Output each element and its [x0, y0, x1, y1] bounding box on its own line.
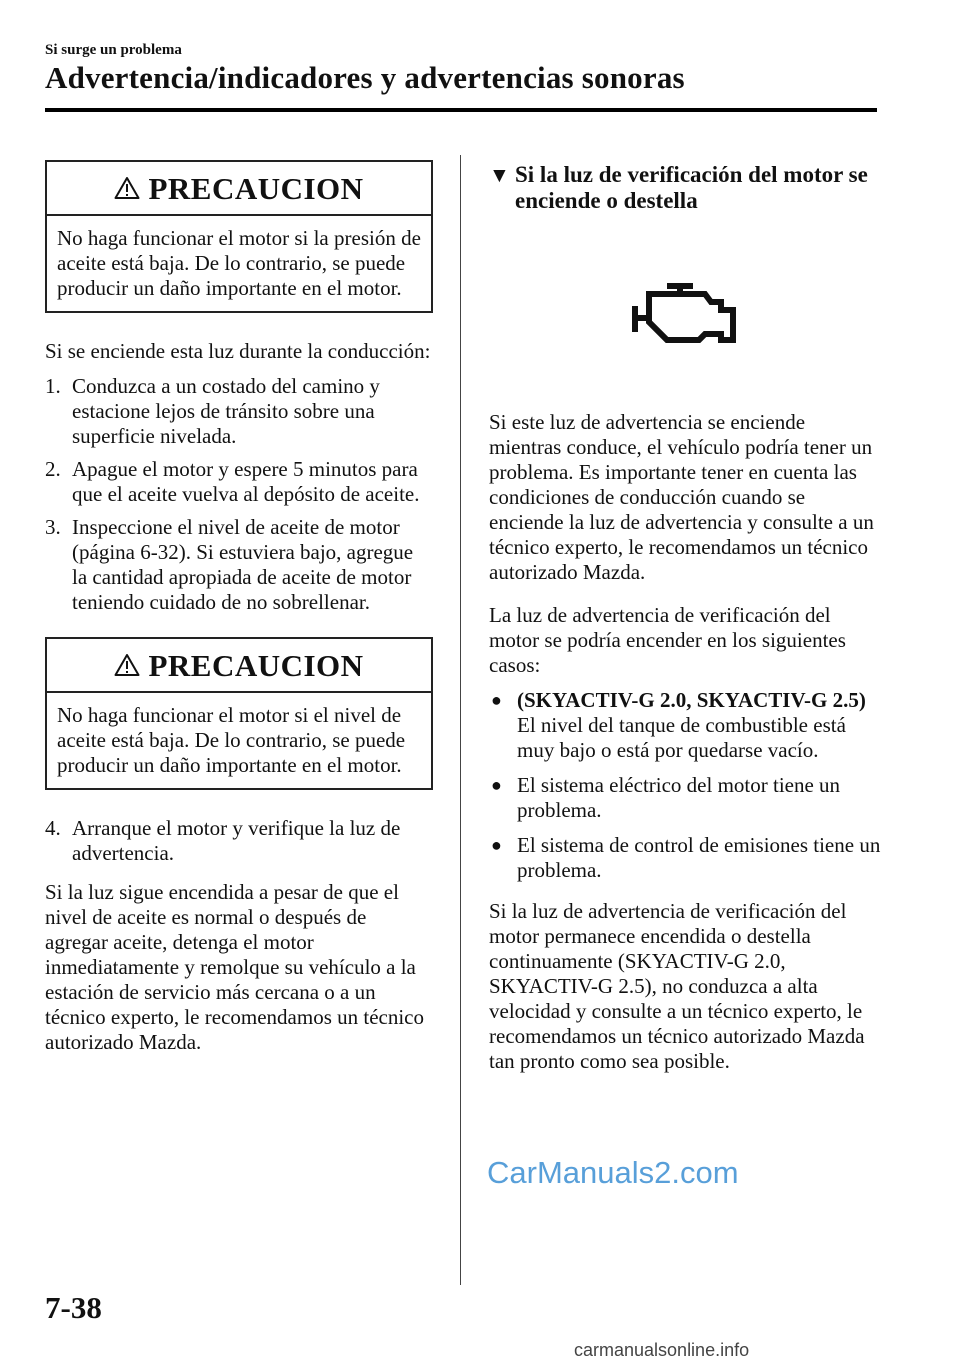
intro-paragraph: Si se enciende esta luz durante la conducción:: [45, 339, 431, 363]
paragraph: Si este luz de advertencia se enciende mientras conduce, el vehículo podría tener un problema. Es importante tener en cuenta las condiciones de conducción cuando se enciende la luz de advertencia y consulte a un técnico experto, le recomendamos un técnico autorizado Mazda.: [489, 410, 874, 584]
paragraph: Si la luz de advertencia de verificación del motor permanece encendida o destella continuamente (SKYACTIV-G 2.0, SKYACTIV-G 2.5), no conduzca a alta velocidad y consulte a un técnico experto, le recomendamos un técnico autorizado Mazda tan pronto como sea posible.: [489, 899, 865, 1073]
list-item: [489, 688, 881, 763]
list-item: [489, 773, 881, 823]
check-engine-icon: [631, 280, 739, 344]
caution-box-oil-pressure: [45, 160, 433, 313]
section-label: Si surge un problema: [45, 42, 182, 58]
list-item: [45, 374, 433, 449]
triangle-marker-icon: ▼: [489, 163, 510, 187]
watermark: CarManuals2.com: [487, 1155, 739, 1190]
step-number: 3.: [45, 515, 61, 539]
bullet-icon: ●: [491, 835, 502, 855]
header-rule: [45, 108, 877, 112]
left-column: [45, 160, 433, 1055]
bullet-bold: (SKYACTIV-G 2.0, SKYACTIV-G 2.5): [517, 688, 866, 712]
bullet-icon: ●: [491, 690, 502, 710]
page-title: Advertencia/indicadores y advertencias sonoras: [45, 60, 685, 95]
list-item: [45, 816, 433, 866]
caution-title: PRECAUCION: [148, 647, 364, 683]
right-column: [489, 160, 881, 1074]
column-divider: [460, 155, 461, 1285]
bullet-text: El nivel del tanque de combustible está muy bajo o está por quedarse vacío.: [517, 713, 846, 762]
closing-paragraph: Si la luz sigue encendida a pesar de que el nivel de aceite es normal o después de agregar aceite, detenga el motor inmediatamente y remolque su vehículo a la estación de servicio más cercana o a un técnico experto, le recomendamos un técnico autorizado Mazda.: [45, 880, 425, 1054]
caution-box-oil-level: [45, 637, 433, 790]
caution-title: PRECAUCION: [148, 170, 364, 206]
step-text: Arranque el motor y verifique la luz de advertencia.: [72, 816, 401, 865]
bullet-icon: ●: [491, 775, 502, 795]
footer-watermark: carmanualsonline.info: [574, 1340, 750, 1360]
caution-text: No haga funcionar el motor si la presión de aceite está baja. De lo contrario, se puede producir un daño importante en el motor.: [57, 226, 421, 300]
list-item: [489, 833, 881, 883]
warning-triangle-icon: [114, 653, 140, 677]
engine-icon-area: [489, 214, 881, 410]
page-number: 7-38: [45, 1290, 102, 1325]
step-number: 4.: [45, 816, 61, 840]
step-text: Conduzca a un costado del camino y estacione lejos de tránsito sobre una superficie nivelada.: [72, 374, 380, 448]
caution-header: [47, 639, 431, 693]
caution-text: No haga funcionar el motor si el nivel de aceite está baja. De lo contrario, se puede producir un daño importante en el motor.: [57, 703, 406, 777]
step-text: Inspeccione el nivel de aceite de motor (página 6-32). Si estuviera bajo, agregue la cantidad apropiada de aceite de motor teniendo cuidado de no sobrellenar.: [72, 515, 414, 614]
bullet-text: El sistema eléctrico del motor tiene un problema.: [517, 773, 841, 822]
list-item: [45, 457, 433, 507]
step-number: 2.: [45, 457, 61, 481]
steps-list: [45, 374, 433, 615]
bullet-text: El sistema de control de emisiones tiene un problema.: [517, 833, 881, 882]
list-item: [45, 515, 433, 615]
step-text: Apague el motor y espere 5 minutos para que el aceite vuelva al depósito de aceite.: [72, 457, 420, 506]
warning-triangle-icon: [114, 176, 140, 200]
paragraph: La luz de advertencia de verificación del motor se podría encender en los siguientes casos:: [489, 603, 846, 677]
bullet-list: [489, 688, 881, 883]
caution-header: [47, 162, 431, 216]
heading-text: Si la luz de verificación del motor se enciende o destella: [515, 162, 868, 213]
step-number: 1.: [45, 374, 61, 398]
section-heading: [489, 162, 881, 214]
